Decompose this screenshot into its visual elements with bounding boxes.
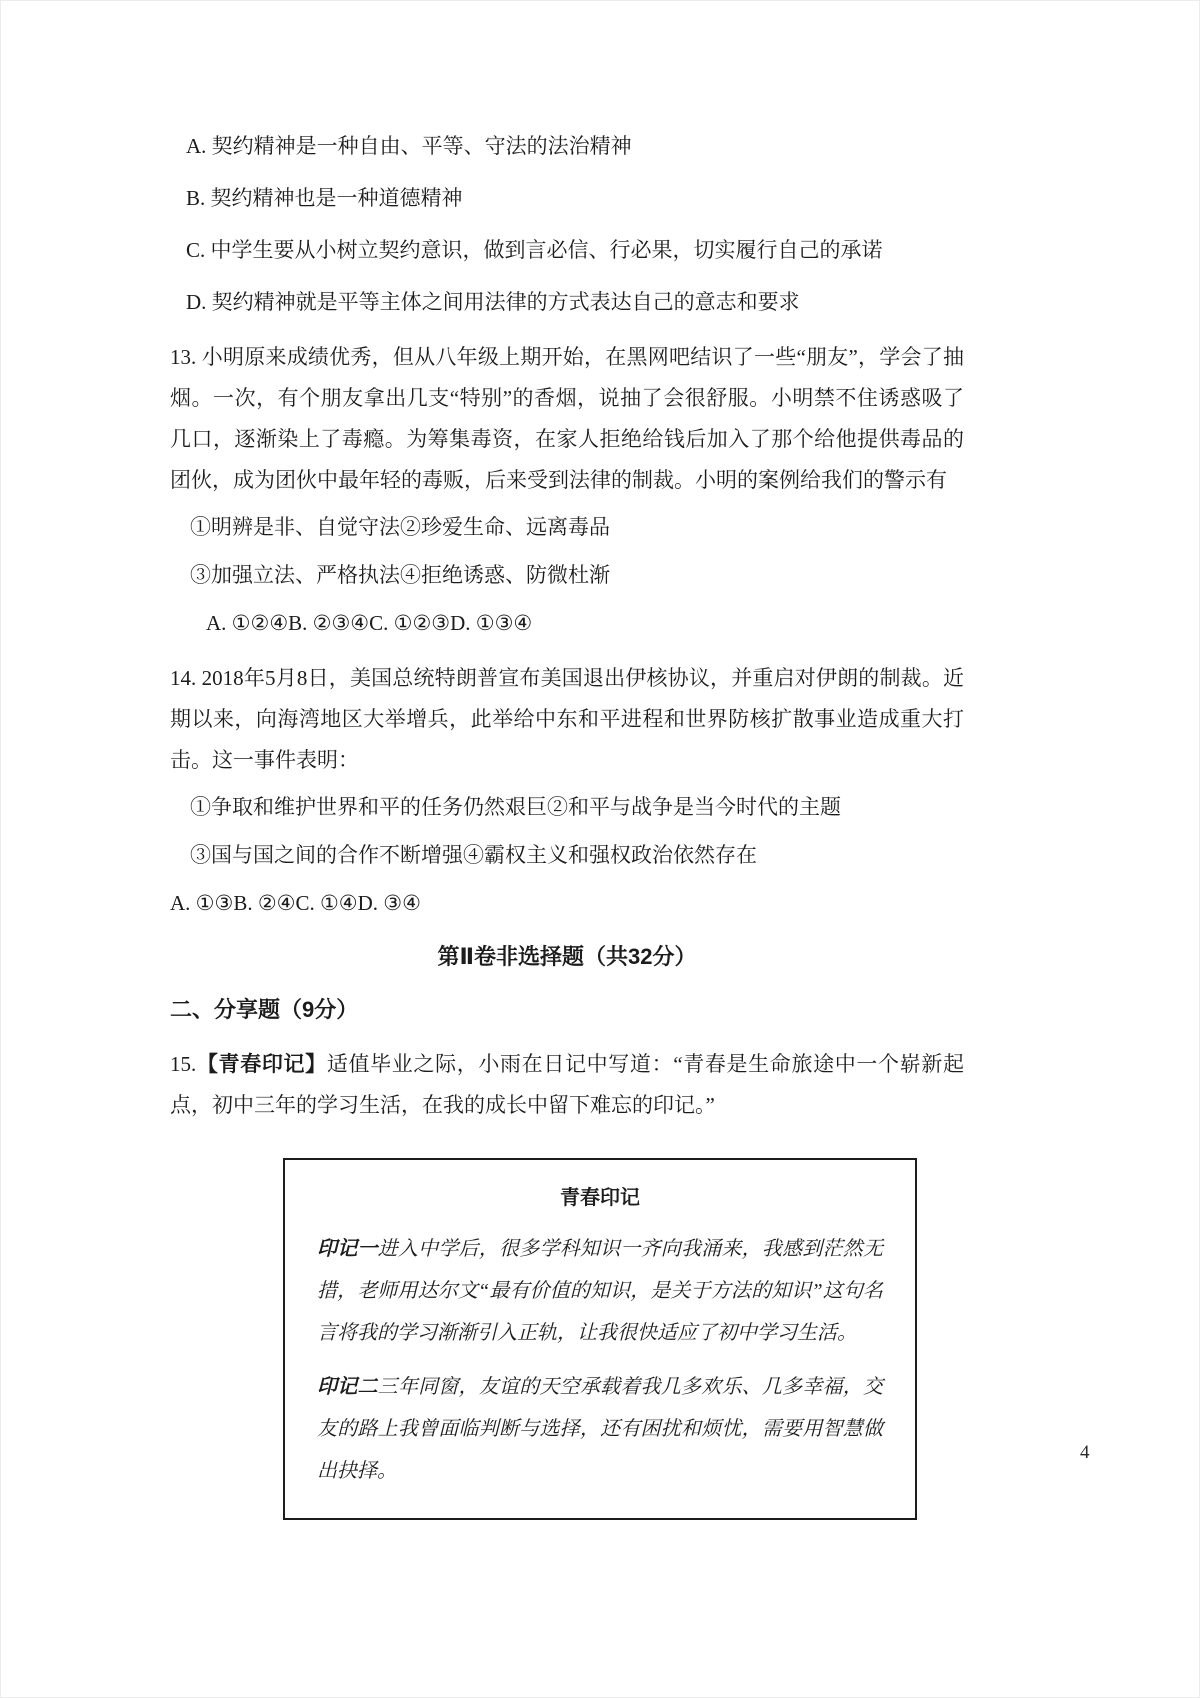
question-15-body [170,1044,964,1126]
section-2-title: 二、分享题（9分） [170,997,359,1022]
option-a: A. 契约精神是一种自由、平等、守法的法治精神 [186,134,632,158]
question-15-number: 15. [170,1052,197,1076]
option-d: D. 契约精神就是平等主体之间用法律的方式表达自己的意志和要求 [186,290,800,314]
question-14-items-3-4: ③国与国之间的合作不断增强④霸权主义和强权政治依然存在 [190,843,757,867]
diary-paragraph-1-label: 印记一 [317,1238,378,1260]
question-14-body: 14. 2018年5月8日，美国总统特朗普宣布美国退出伊核协议，并重启对伊朗的制裁。近期以来，向海湾地区大举增兵，此举给中东和平进程和世界防核扩散事业造成重大打击。这一事件表明： [170,666,964,772]
diary-box-title: 青春印记 [560,1187,640,1209]
question-15-tag: 【青春印记】 [196,1053,327,1076]
diary-excerpt-box [283,1158,917,1520]
question-13-body: 13. 小明原来成绩优秀，但从八年级上期开始，在黑网吧结识了一些“朋友”，学会了抽烟。一次，有个朋友拿出几支“特别”的香烟，说抽了会很舒服。小明禁不住诱惑吸了几口，逐渐染上了毒瘾。为筹集毒资，在家人拒绝给钱后加入了那个给他提供毒品的团伙，成为团伙中最年轻的毒贩，后来受到法律的制裁。小明的案例给我们的警示有 [170,345,964,492]
part-2-header: 第Ⅱ卷非选择题（共32分） [437,944,697,969]
page-number: 4 [1080,1442,1090,1463]
question-13-answer-choices: A. ①②④B. ②③④C. ①②③D. ①③④ [206,611,533,635]
option-b: B. 契约精神也是一种道德精神 [186,186,463,210]
question-14-items-1-2: ①争取和维护世界和平的任务仍然艰巨②和平与战争是当今时代的主题 [190,795,841,819]
question-15-text: 适值毕业之际，小雨在日记中写道：“青春是生命旅途中一个崭新起点，初中三年的学习生活，在我的成长中留下难忘的印记。” [170,1052,964,1117]
diary-paragraph-2-text: 三年同窗，友谊的天空承载着我几多欢乐、几多幸福，交友的路上我曾面临判断与选择，还有困扰和烦忧，需要用智慧做出抉择。 [317,1376,884,1482]
exam-content [170,126,964,1520]
diary-paragraph-1 [317,1228,883,1354]
question-13-items-3-4: ③加强立法、严格执法④拒绝诱惑、防微杜渐 [190,563,610,587]
diary-paragraph-1-text: 进入中学后，很多学科知识一齐向我涌来，我感到茫然无措，老师用达尔文“最有价值的知识，是关于方法的知识”这句名言将我的学习渐渐引入正轨，让我很快适应了初中学习生活。 [317,1238,884,1344]
option-c: C. 中学生要从小树立契约意识，做到言必信、行必果，切实履行自己的承诺 [186,238,883,262]
question-14-answer-choices: A. ①③B. ②④C. ①④D. ③④ [170,891,421,915]
diary-paragraph-2-label: 印记二 [317,1376,378,1398]
question-13-items-1-2: ①明辨是非、自觉守法②珍爱生命、远离毒品 [190,515,610,539]
diary-paragraph-2 [317,1366,883,1492]
